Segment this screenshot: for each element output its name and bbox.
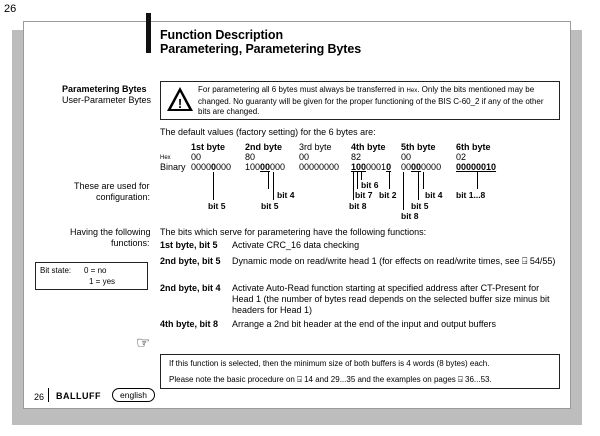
byte-5-hex: 00 bbox=[401, 152, 412, 162]
function-key-1: 1st byte, bit 5 bbox=[160, 240, 218, 250]
bit-label-byte5-bit8: bit 8 bbox=[401, 211, 419, 221]
footer-separator bbox=[48, 388, 49, 402]
bit-label-byte4-bit8: bit 8 bbox=[349, 201, 367, 211]
leader-byte1-bit5 bbox=[213, 172, 214, 200]
byte-1-header: 1st byte bbox=[191, 142, 226, 152]
title-bar-accent bbox=[146, 13, 151, 53]
leader-byte4-bit2 bbox=[389, 172, 390, 189]
bit-label-byte2-bit4: bit 4 bbox=[277, 190, 295, 200]
function-desc-3: Activate Auto-Read function starting at specified address after CT-Present for Head 1 (the number of bytes read depends on the selected buffer size minus bit headers for Head 1) bbox=[232, 283, 550, 315]
warning-icon bbox=[166, 85, 194, 113]
bit-label-byte6-bits: bit 1...8 bbox=[456, 190, 486, 200]
defaults-intro: The default values (factory setting) for the 6 bytes are: bbox=[160, 127, 376, 137]
leader-byte5-bit4 bbox=[423, 172, 424, 189]
byte-5-binary: 00000000 bbox=[401, 162, 442, 172]
page-title: Function Description bbox=[160, 28, 284, 42]
byte-2-hex: 80 bbox=[245, 152, 256, 162]
byte-3-binary: 00000000 bbox=[299, 162, 340, 172]
note-box bbox=[160, 354, 560, 389]
page-subtitle: Parametering, Parametering Bytes bbox=[160, 42, 362, 56]
document-page bbox=[23, 21, 571, 409]
leader-byte2-bit5 bbox=[268, 172, 269, 189]
side-subheading: User-Parameter Bytes bbox=[62, 95, 152, 105]
functions-label-line2: functions: bbox=[111, 238, 150, 248]
functions-intro: The bits which serve for parametering have the following functions: bbox=[160, 227, 427, 237]
bit-label-byte4-bit6: bit 6 bbox=[361, 180, 379, 190]
hex-row-label: Hex bbox=[160, 155, 171, 161]
svg-text:!: ! bbox=[177, 96, 183, 111]
note-line-1: If this function is selected, then the minimum size of both buffers is 4 words (8 bytes) each. bbox=[169, 359, 490, 368]
warning-text: For parametering all 6 bytes must always be transferred in Hex. Only the bits mentioned may be changed. No guaranty will be given for the proper functioning of the BIS C-60_2 if any of the other bits are changed. bbox=[198, 85, 544, 116]
byte-6-binary: 00000010 bbox=[456, 162, 497, 172]
config-label-line1: These are used for bbox=[74, 181, 150, 191]
function-key-4: 4th byte, bit 8 bbox=[160, 319, 219, 329]
function-key-2: 2nd byte, bit 5 bbox=[160, 256, 221, 266]
leader-byte4-bit6 bbox=[361, 172, 362, 180]
byte-6-header: 6th byte bbox=[456, 142, 491, 152]
leader-byte6-bits bbox=[477, 172, 478, 189]
bit-state-0: 0 = no bbox=[84, 266, 107, 275]
bit-label-byte4-bit7: bit 7 bbox=[355, 190, 373, 200]
byte-6-hex: 02 bbox=[456, 152, 467, 162]
warning-box bbox=[160, 81, 560, 120]
bit-label-byte1-bit5: bit 5 bbox=[208, 201, 226, 211]
bit-label-byte5-bit5: bit 5 bbox=[411, 201, 429, 211]
function-desc-1: Activate CRC_16 data checking bbox=[232, 240, 360, 250]
byte-3-header: 3rd byte bbox=[299, 142, 332, 152]
language-badge: english bbox=[112, 388, 155, 402]
bit-state-1: 1 = yes bbox=[89, 277, 116, 286]
pointing-hand-icon: ☞ bbox=[136, 335, 151, 352]
functions-label-line1: Having the following bbox=[70, 227, 151, 237]
footer-page-number: 26 bbox=[34, 392, 45, 402]
bit-state-box bbox=[35, 262, 148, 290]
binary-row-label: Binary bbox=[160, 162, 186, 172]
bit-label-byte4-bit2: bit 2 bbox=[379, 190, 397, 200]
config-label-line2: configuration: bbox=[96, 192, 151, 202]
byte-5-header: 5th byte bbox=[401, 142, 436, 152]
brand-logo: BALLUFF bbox=[56, 391, 101, 401]
byte-2-binary: 10000000 bbox=[245, 162, 286, 172]
side-heading: Parametering Bytes bbox=[62, 84, 147, 94]
leader-byte2-bit4 bbox=[273, 172, 274, 200]
function-desc-4: Arrange a 2nd bit header at the end of the input and output buffers bbox=[232, 319, 497, 329]
bit-label-byte5-bit4: bit 4 bbox=[425, 190, 443, 200]
byte-2-header: 2nd byte bbox=[245, 142, 283, 152]
leader-byte4-bit8 bbox=[353, 172, 354, 200]
function-key-3: 2nd byte, bit 4 bbox=[160, 283, 221, 293]
byte-4-binary: 10000010 bbox=[351, 162, 392, 172]
leader-byte5-bit8 bbox=[403, 172, 404, 210]
byte-4-header: 4th byte bbox=[351, 142, 386, 152]
leader-byte5-bit5 bbox=[418, 172, 419, 200]
byte-1-hex: 00 bbox=[191, 152, 202, 162]
byte-4-hex: 82 bbox=[351, 152, 362, 162]
top-page-number: 26 bbox=[4, 3, 17, 15]
bit-label-byte2-bit5: bit 5 bbox=[261, 201, 279, 211]
byte-3-hex: 00 bbox=[299, 152, 310, 162]
bit-state-label: Bit state: bbox=[40, 266, 72, 275]
function-desc-2: Dynamic mode on read/write head 1 (for effects on read/write times, see ⍈ 54/55) bbox=[232, 256, 556, 266]
byte-1-binary: 00000000 bbox=[191, 162, 232, 172]
leader-byte4-bit7 bbox=[357, 172, 358, 189]
note-line-2: Please note the basic procedure on ⍈ 14 and 29...35 and the examples on pages ⍈ 36...53. bbox=[169, 375, 492, 384]
